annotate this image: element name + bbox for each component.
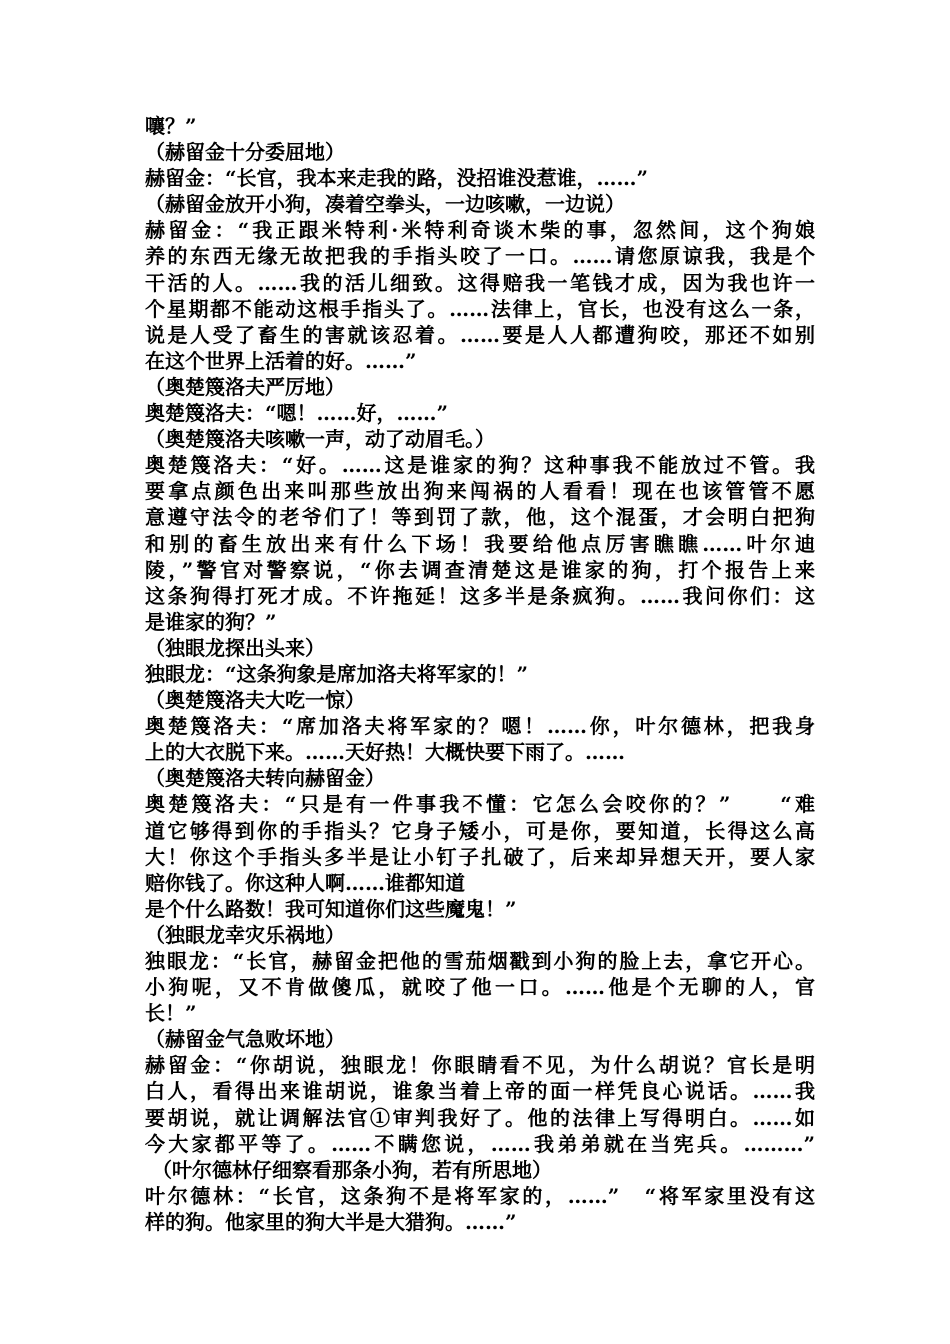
dialogue-line: 赫留金：“长官，我本来走我的路，没招谁没惹谁，……” [145, 166, 649, 191]
dialogue-line: 个星期都不能动这根手指头了。……法律上，官长，也没有这么一条， [145, 296, 815, 321]
dialogue-line: 要胡说，就让调解法官①审判我好了。他的法律上写得明白。……如 [145, 1105, 815, 1130]
stage-direction-line: （赫留金放开小狗，凑着空拳头，一边咳嗽，一边说） [145, 192, 625, 217]
dialogue-line: 赫留金：“你胡说，独眼龙！你眼睛看不见，为什么胡说？官长是明 [145, 1053, 815, 1078]
dialogue-line: 长！” [145, 1001, 197, 1026]
dialogue-line: 独眼龙：“长官，赫留金把他的雪茄烟戳到小狗的脸上去，拿它开心。 [145, 949, 815, 973]
dialogue-line: 白人，看得出来谁胡说，谁象当着上帝的面一样凭良心说话。……我 [145, 1079, 815, 1104]
dialogue-line: 陵，”警官对警察说，“你去调查清楚这是谁家的狗，打个报告上来 [145, 557, 815, 582]
dialogue-line: 样的狗。他家里的狗大半是大猎狗。……” [145, 1209, 517, 1234]
dialogue-line: 叶尔德林：“长官，这条狗不是将军家的，……” “将军家里没有这 [145, 1183, 815, 1208]
stage-direction-line: （奥楚篾洛夫严厉地） [145, 374, 345, 399]
dialogue-line: 小狗呢，又不肯做傻瓜，就咬了他一口。……他是个无聊的人，官 [145, 975, 815, 1000]
dialogue-line: 养的东西无缘无故把我的手指头咬了一口。……请您原谅我，我是个 [145, 244, 815, 269]
dialogue-line: 上的大衣脱下来。……天好热！大概快要下雨了。…… [145, 740, 625, 765]
dialogue-line: 是个什么路数！我可知道你们这些魔鬼！” [145, 896, 517, 921]
dialogue-line: 要拿点颜色出来叫那些放出狗来闯祸的人看看！现在也该管管不愿 [145, 479, 815, 504]
dialogue-line: 赔你钱了。你这种人啊……谁都知道 [145, 870, 465, 895]
dialogue-line: 意遵守法令的老爷们了！等到罚了款，他，这个混蛋，才会明白把狗 [145, 505, 815, 530]
dialogue-line: 说是人受了畜生的害就该忍着。……要是人人都遭狗咬，那还不如别 [145, 322, 815, 347]
dialogue-line: 这条狗得打死才成。不许拖延！这多半是条疯狗。……我问你们：这 [145, 583, 815, 608]
dialogue-line: 独眼龙：“这条狗象是席加洛夫将军家的！” [145, 661, 529, 686]
dialogue-line: 大！你这个手指头多半是让小钉子扎破了，后来却异想天开，要人家 [145, 844, 815, 869]
stage-direction-line: （赫留金十分委屈地） [145, 140, 345, 165]
stage-direction-line: （独眼龙探出头来） [145, 635, 325, 660]
stage-direction-line: （叶尔德林仔细察看那条小狗，若有所思地） [145, 1157, 552, 1182]
dialogue-line: 在这个世界上活着的好。……” [145, 348, 417, 373]
dialogue-line: 奥楚篾洛夫：“席加洛夫将军家的？嗯！……你，叶尔德林，把我身 [145, 714, 815, 739]
dialogue-line: 是谁家的狗？” [145, 609, 277, 634]
document-page [145, 113, 815, 1235]
dialogue-line: 和别的畜生放出来有什么下场！我要给他点厉害瞧瞧……叶尔迪 [145, 531, 815, 556]
stage-direction-line: （独眼龙幸灾乐祸地） [145, 922, 345, 947]
stage-direction-line: （奥楚篾洛夫咳嗽一声，动了动眉毛。） [145, 427, 495, 452]
dialogue-line: 嚷？” [145, 114, 197, 138]
stage-direction-line: （奥楚篾洛夫转向赫留金） [145, 766, 385, 791]
dialogue-line: 奥楚篾洛夫：“好。……这是谁家的狗？这种事我不能放过不管。我 [145, 453, 815, 478]
dialogue-line: 道它够得到你的手指头？它身子矮小，可是你，要知道，长得这么高 [145, 818, 815, 843]
dialogue-line: 干活的人。……我的活儿细致。这得赔我一笔钱才成，因为我也许一 [145, 270, 815, 295]
dialogue-line: 奥楚篾洛夫：“嗯！……好，……” [145, 401, 449, 426]
stage-direction-line: （奥楚篾洛夫大吃一惊） [145, 688, 365, 713]
dialogue-line: 赫留金：“我正跟米特利·米特利奇谈木柴的事，忽然间，这个狗娘 [145, 218, 815, 243]
stage-direction-line: （赫留金气急败坏地） [145, 1027, 345, 1052]
dialogue-line: 奥楚篾洛夫：“只是有一件事我不懂：它怎么会咬你的？” “难 [145, 792, 815, 817]
dialogue-line: 今大家都平等了。……不瞒您说，……我弟弟就在当宪兵。………” [145, 1131, 815, 1156]
